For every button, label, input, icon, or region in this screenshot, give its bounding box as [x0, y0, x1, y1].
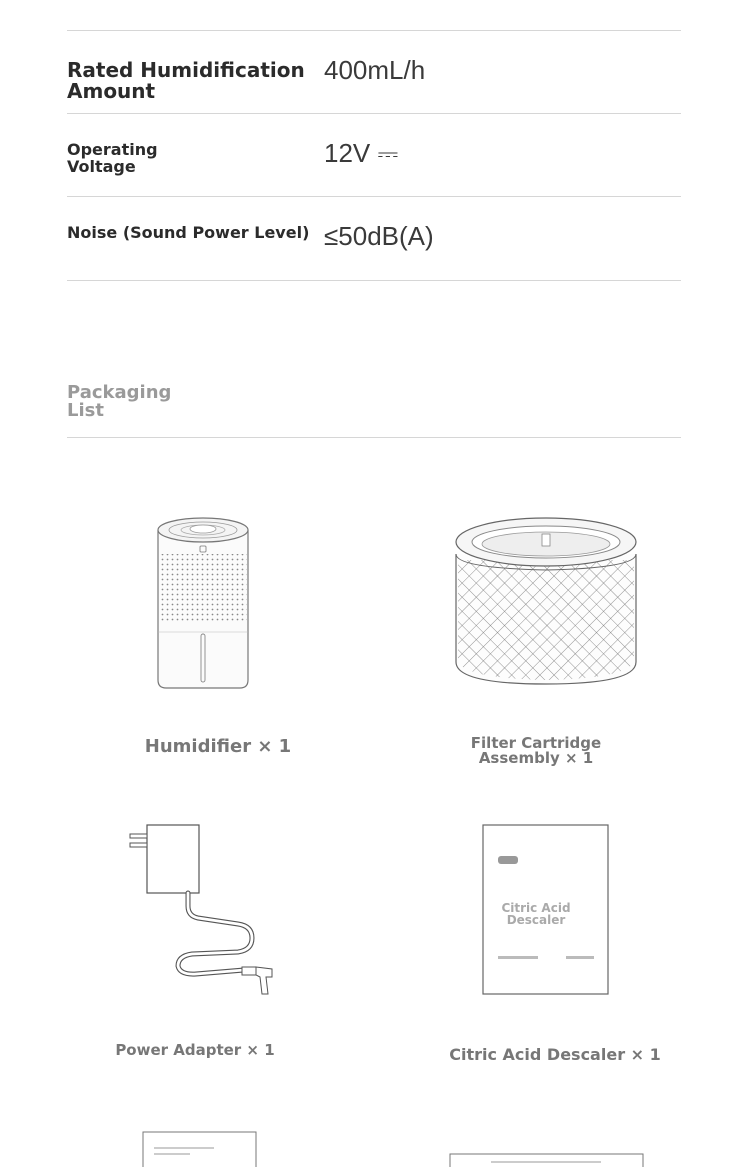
- packaging-item-caption: Filter Cartridge Assembly × 1: [470, 734, 602, 767]
- spec-label-humidification: Rated Humidification Amount: [67, 58, 305, 103]
- spec-value-voltage: 12V ⎓: [324, 138, 399, 168]
- spec-value-noise: ≤50dB(A): [324, 221, 434, 251]
- divider: [67, 113, 681, 114]
- divider: [67, 437, 681, 438]
- humidifier-icon: [150, 512, 256, 694]
- spec-value-humidification: 400mL/h: [324, 55, 426, 85]
- descaler-pack-text: Citric Acid: [501, 901, 571, 915]
- divider: [67, 30, 681, 31]
- spec-label-voltage: Operating Voltage: [67, 140, 158, 176]
- divider: [67, 280, 681, 281]
- filter-cartridge-icon: [448, 512, 644, 692]
- power-adapter-icon: [126, 820, 278, 1000]
- packaging-list-title: Packaging List: [67, 382, 172, 421]
- citric-acid-descaler-icon: [482, 824, 610, 996]
- packaging-item-caption: Citric Acid Descaler × 1: [449, 1045, 661, 1064]
- spec-label-noise: Noise (Sound Power Level): [67, 223, 310, 242]
- quick-guide-icon: [449, 1153, 645, 1167]
- divider: [67, 196, 681, 197]
- packaging-item-caption: Humidifier × 1: [144, 736, 292, 757]
- descaler-pack-text: Descaler: [506, 913, 566, 927]
- packaging-item-caption: Power Adapter × 1: [115, 1041, 275, 1059]
- manual-icon: [142, 1131, 258, 1167]
